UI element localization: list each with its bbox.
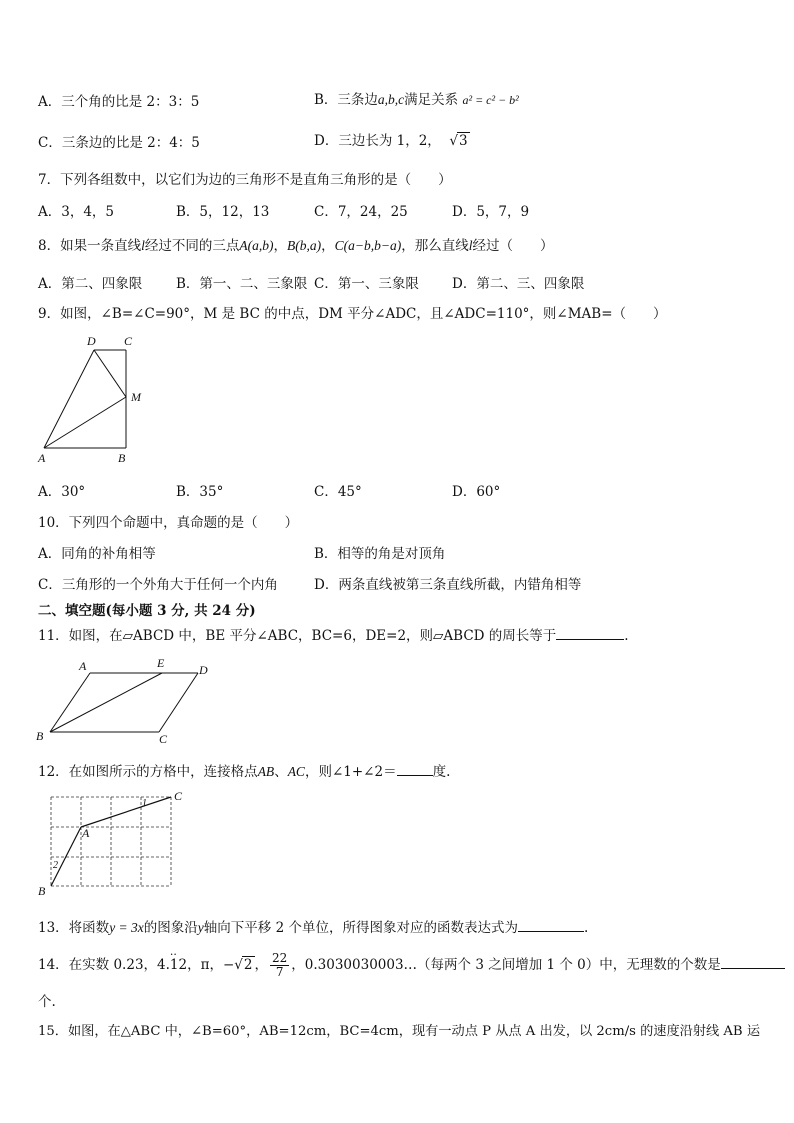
q14-radicand: 2 [243,957,253,973]
q8-option-c: C．第一、三象限 [314,276,419,292]
q9-option-d: D．60° [452,484,501,500]
q13-answer-blank[interactable] [518,931,584,932]
q11-answer-blank[interactable] [556,639,624,640]
q12-segment-ac [81,797,171,827]
q6-option-c: C．三条边的比是 2：4：5 [38,135,200,151]
q9-option-b: B．35° [176,484,224,500]
q12-angle-2-label: 2 [53,860,58,871]
q12-answer-blank[interactable] [397,775,433,776]
q11-stem: 11．如图，在▱ABCD 中，BE 平分∠ABC，BC=6，DE=2，则▱ABCD 的周长等于 . [38,628,629,644]
q10-option-b: B．相等的角是对顶角 [314,546,446,562]
q12-angle-1-label: 1 [142,798,147,809]
q15-stem: 15．如图，在△ABC 中，∠B=60°，AB=12cm，BC=4cm，现有一动点 P 从点 A 出发，以 2cm/s 的速度沿射线 AB 运 [38,1024,761,1039]
q11-label-d: D [199,663,208,677]
section-fill-in-heading: 二、填空题(每小题 3 分, 共 24 分) [38,603,256,619]
q8-option-b: B．第一、二、三象限 [176,276,308,292]
q12-segment-ab [51,827,81,886]
q8-option-a: A．第二、四象限 [38,276,143,292]
q6-option-b: B．三条边a,b,c满足关系 a² = c² − b² [314,92,519,108]
q6-option-d: D．三边长为 1，2， √3 [314,133,468,149]
q13-stem: 13．将函数y = 3x的图象沿y轴向下平移 2 个单位，所得图象对应的函数表达式为 . [38,920,589,936]
q9-label-a: A [38,451,46,465]
q9-stem: 9．如图，∠B=∠C=90°，M 是 BC 的中点，DM 平分∠ADC，且∠ADC=110°，则∠MAB=（ ） [38,306,667,322]
q8-option-d: D．第二、三、四象限 [452,276,585,292]
point-c: C(a−b,b−a) [334,238,402,253]
q14-answer-blank[interactable] [721,968,785,969]
q6-b-equation: a² = c² − b² [462,93,519,107]
q14-repeating-decimal: ·· 12 [170,957,187,973]
q9-label-b: B [118,451,126,465]
q12-label-c: C [174,789,183,803]
q14-stem: 14．在实数 0.23，4.·· 12，π，−√2 ， $\frac{22}{7}$ ，0.3030030003…（每两个 3 之间增加 1 个 0）中，无理数的个数是 [38,952,785,979]
q12-label-b: B [38,884,46,898]
q9-option-c: C．45° [314,484,362,500]
point-b: B(b,a) [286,238,322,253]
q12-label-a: A [82,826,90,840]
q10-stem: 10．下列四个命题中，真命题的是（ ） [38,515,299,531]
q6-b-vars: a,b,c [377,92,405,107]
q14-stem-end: 个. [38,994,56,1010]
q6-option-a: A．三个角的比是 2：3：5 [38,94,200,110]
point-a: A(a,b) [239,238,274,253]
q11-label-a: A [79,659,87,673]
q14-fraction: $\frac{22}{7}$ [272,951,288,979]
q10-option-c: C．三角形的一个外角大于任何一个内角 [38,577,278,593]
q10-option-a: A．同角的补角相等 [38,546,156,562]
q7-option-b: B．5，12，13 [176,204,270,220]
q12-stem: 12．在如图所示的方格中，连接格点AB、AC，则∠1+∠2＝ 度. [38,764,451,780]
q7-option-d: D．5，7，9 [452,204,530,220]
q9-label-m: M [131,390,141,404]
q6-d-radicand: 3 [458,133,468,149]
q13-function: y = 3x [109,920,144,935]
q7-option-a: A．3，4，5 [38,204,115,220]
q7-stem: 7．下列各组数中，以它们为边的三角形不是直角三角形的是（ ） [38,172,452,188]
q8-stem: 8．如果一条直线l经过不同的三点A(a,b)，B(b,a)，C(a−b,b−a)，那么直线l经过（ ） [38,238,554,254]
q9-label-c: C [124,334,133,348]
q9-label-d: D [87,334,96,348]
q11-label-e: E [157,656,165,670]
q10-option-d: D．两条直线被第三条直线所截，内错角相等 [314,577,582,593]
q11-label-c: C [159,732,168,746]
q12-grid-figure [0,0,220,900]
q11-label-b: B [36,729,44,743]
q7-option-c: C．7，24，25 [314,204,408,220]
q9-option-a: A．30° [38,484,86,500]
